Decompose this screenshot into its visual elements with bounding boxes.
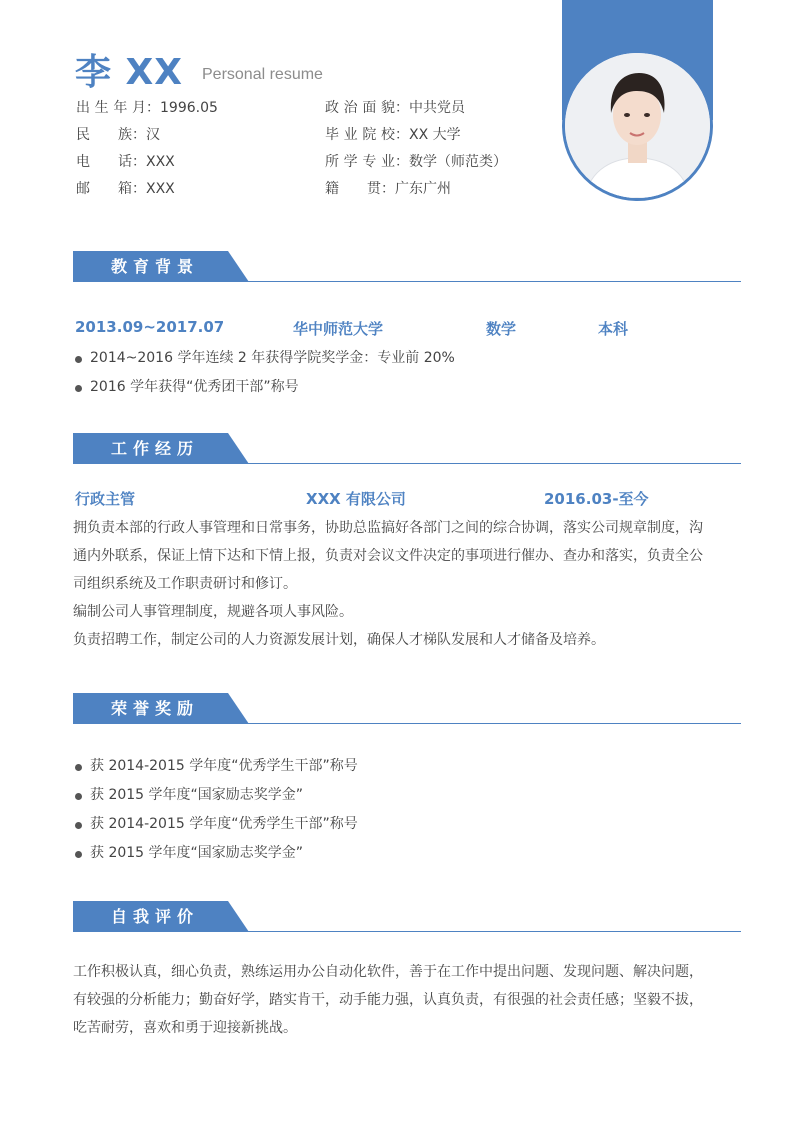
education-section — [73, 251, 741, 402]
work-paragraph: 司组织系统及工作职责研讨和修订。 — [73, 576, 297, 592]
profile-photo — [562, 50, 713, 201]
work-section — [73, 433, 741, 654]
info-value: 1996.05 — [160, 100, 218, 116]
section-divider — [73, 723, 741, 724]
work-paragraph: 编制公司人事管理制度，规避各项人事风险。 — [73, 604, 353, 620]
list-item: 获 2015 学年度“国家励志奖学金” — [73, 781, 741, 810]
section-title: 教育背景 — [111, 257, 200, 276]
info-row-political: 政治面貌：中共党员 — [325, 95, 507, 122]
info-row-hometown: 籍贯：广东广州 — [325, 176, 507, 203]
section-header — [73, 901, 741, 932]
section-header — [73, 433, 741, 464]
work-paragraph: 拥负责本部的行政人事管理和日常事务，协助总监搞好各部门之间的综合协调，落实公司规章制度，沟 — [73, 520, 703, 536]
info-value: XXX — [146, 154, 175, 170]
info-value: XXX — [146, 181, 175, 197]
info-label: 民族 — [76, 127, 132, 143]
info-value: 广东广州 — [395, 181, 451, 197]
section-title: 工作经历 — [111, 439, 200, 458]
info-label: 政治面貌 — [325, 100, 395, 116]
education-major: 数学 — [486, 320, 517, 338]
info-row-email: 邮箱：XXX — [76, 176, 218, 203]
info-row-phone: 电话：XXX — [76, 149, 218, 176]
section-divider — [73, 281, 741, 282]
education-period: 2013.09~2017.07 — [75, 318, 225, 336]
info-row-major: 所学专业：数学（师范类） — [325, 149, 507, 176]
info-label: 籍贯 — [325, 181, 381, 197]
work-period: 2016.03-至今 — [544, 490, 649, 508]
work-paragraph: 负责招聘工作，制定公司的人力资源发展计划，确保人才梯队发展和人才储备及培养。 — [73, 632, 605, 648]
self-evaluation-line: 工作积极认真，细心负责，熟练运用办公自动化软件，善于在工作中提出问题、发现问题、解决问题， — [73, 964, 703, 980]
section-divider — [73, 463, 741, 464]
work-company: XXX 有限公司 — [306, 490, 406, 508]
honors-list — [73, 752, 741, 868]
info-value: 中共党员 — [409, 100, 465, 116]
section-header — [73, 693, 741, 724]
self-evaluation-line: 有较强的分析能力；勤奋好学，踏实肯干，动手能力强，认真负责，有很强的社会责任感；坚毅不拔， — [73, 992, 703, 1008]
portrait-illustration — [565, 53, 710, 198]
self-evaluation-section — [73, 901, 741, 1042]
info-label: 电话 — [76, 154, 132, 170]
education-school: 华中师范大学 — [293, 320, 384, 338]
personal-info-right — [325, 95, 507, 203]
list-item: 获 2014-2015 学年度“优秀学生干部”称号 — [73, 810, 741, 839]
info-label: 出生年月 — [76, 100, 146, 116]
self-evaluation-line: 吃苦耐劳，喜欢和勇于迎接新挑战。 — [73, 1020, 297, 1036]
honors-section — [73, 693, 741, 868]
education-degree: 本科 — [598, 320, 629, 338]
info-value: XX 大学 — [409, 127, 461, 143]
work-description — [73, 514, 741, 654]
work-position: 行政主管 — [75, 490, 136, 508]
info-row-ethnicity: 民族：汉 — [76, 122, 218, 149]
education-list — [73, 344, 741, 402]
resume-subtitle: Personal resume — [202, 66, 323, 83]
info-value: 数学（师范类） — [409, 154, 507, 170]
list-item: 获 2014-2015 学年度“优秀学生干部”称号 — [73, 752, 741, 781]
self-evaluation-text — [73, 958, 741, 1042]
info-label: 所学专业 — [325, 154, 395, 170]
info-row-birth: 出生年月：1996.05 — [76, 95, 218, 122]
education-entry-header — [73, 318, 741, 342]
list-item: 2014~2016 学年连续 2 年获得学院奖学金：专业前 20% — [73, 344, 741, 373]
info-row-school: 毕业院校：XX 大学 — [325, 122, 507, 149]
section-divider — [73, 931, 741, 932]
info-label: 毕业院校 — [325, 127, 395, 143]
work-paragraph: 通内外联系，保证上情下达和下情上报，负责对会议文件决定的事项进行催办、查办和落实，负责全公 — [73, 548, 703, 564]
info-label: 邮箱 — [76, 181, 132, 197]
work-entry-header — [73, 488, 741, 512]
info-value: 汉 — [146, 127, 160, 143]
section-header — [73, 251, 741, 282]
list-item: 获 2015 学年度“国家励志奖学金” — [73, 839, 741, 868]
candidate-name: 李 XX — [75, 52, 184, 93]
section-title: 荣誉奖励 — [111, 699, 200, 718]
list-item: 2016 学年获得“优秀团干部”称号 — [73, 373, 741, 402]
section-title: 自我评价 — [111, 907, 200, 926]
personal-info-left — [76, 95, 218, 203]
